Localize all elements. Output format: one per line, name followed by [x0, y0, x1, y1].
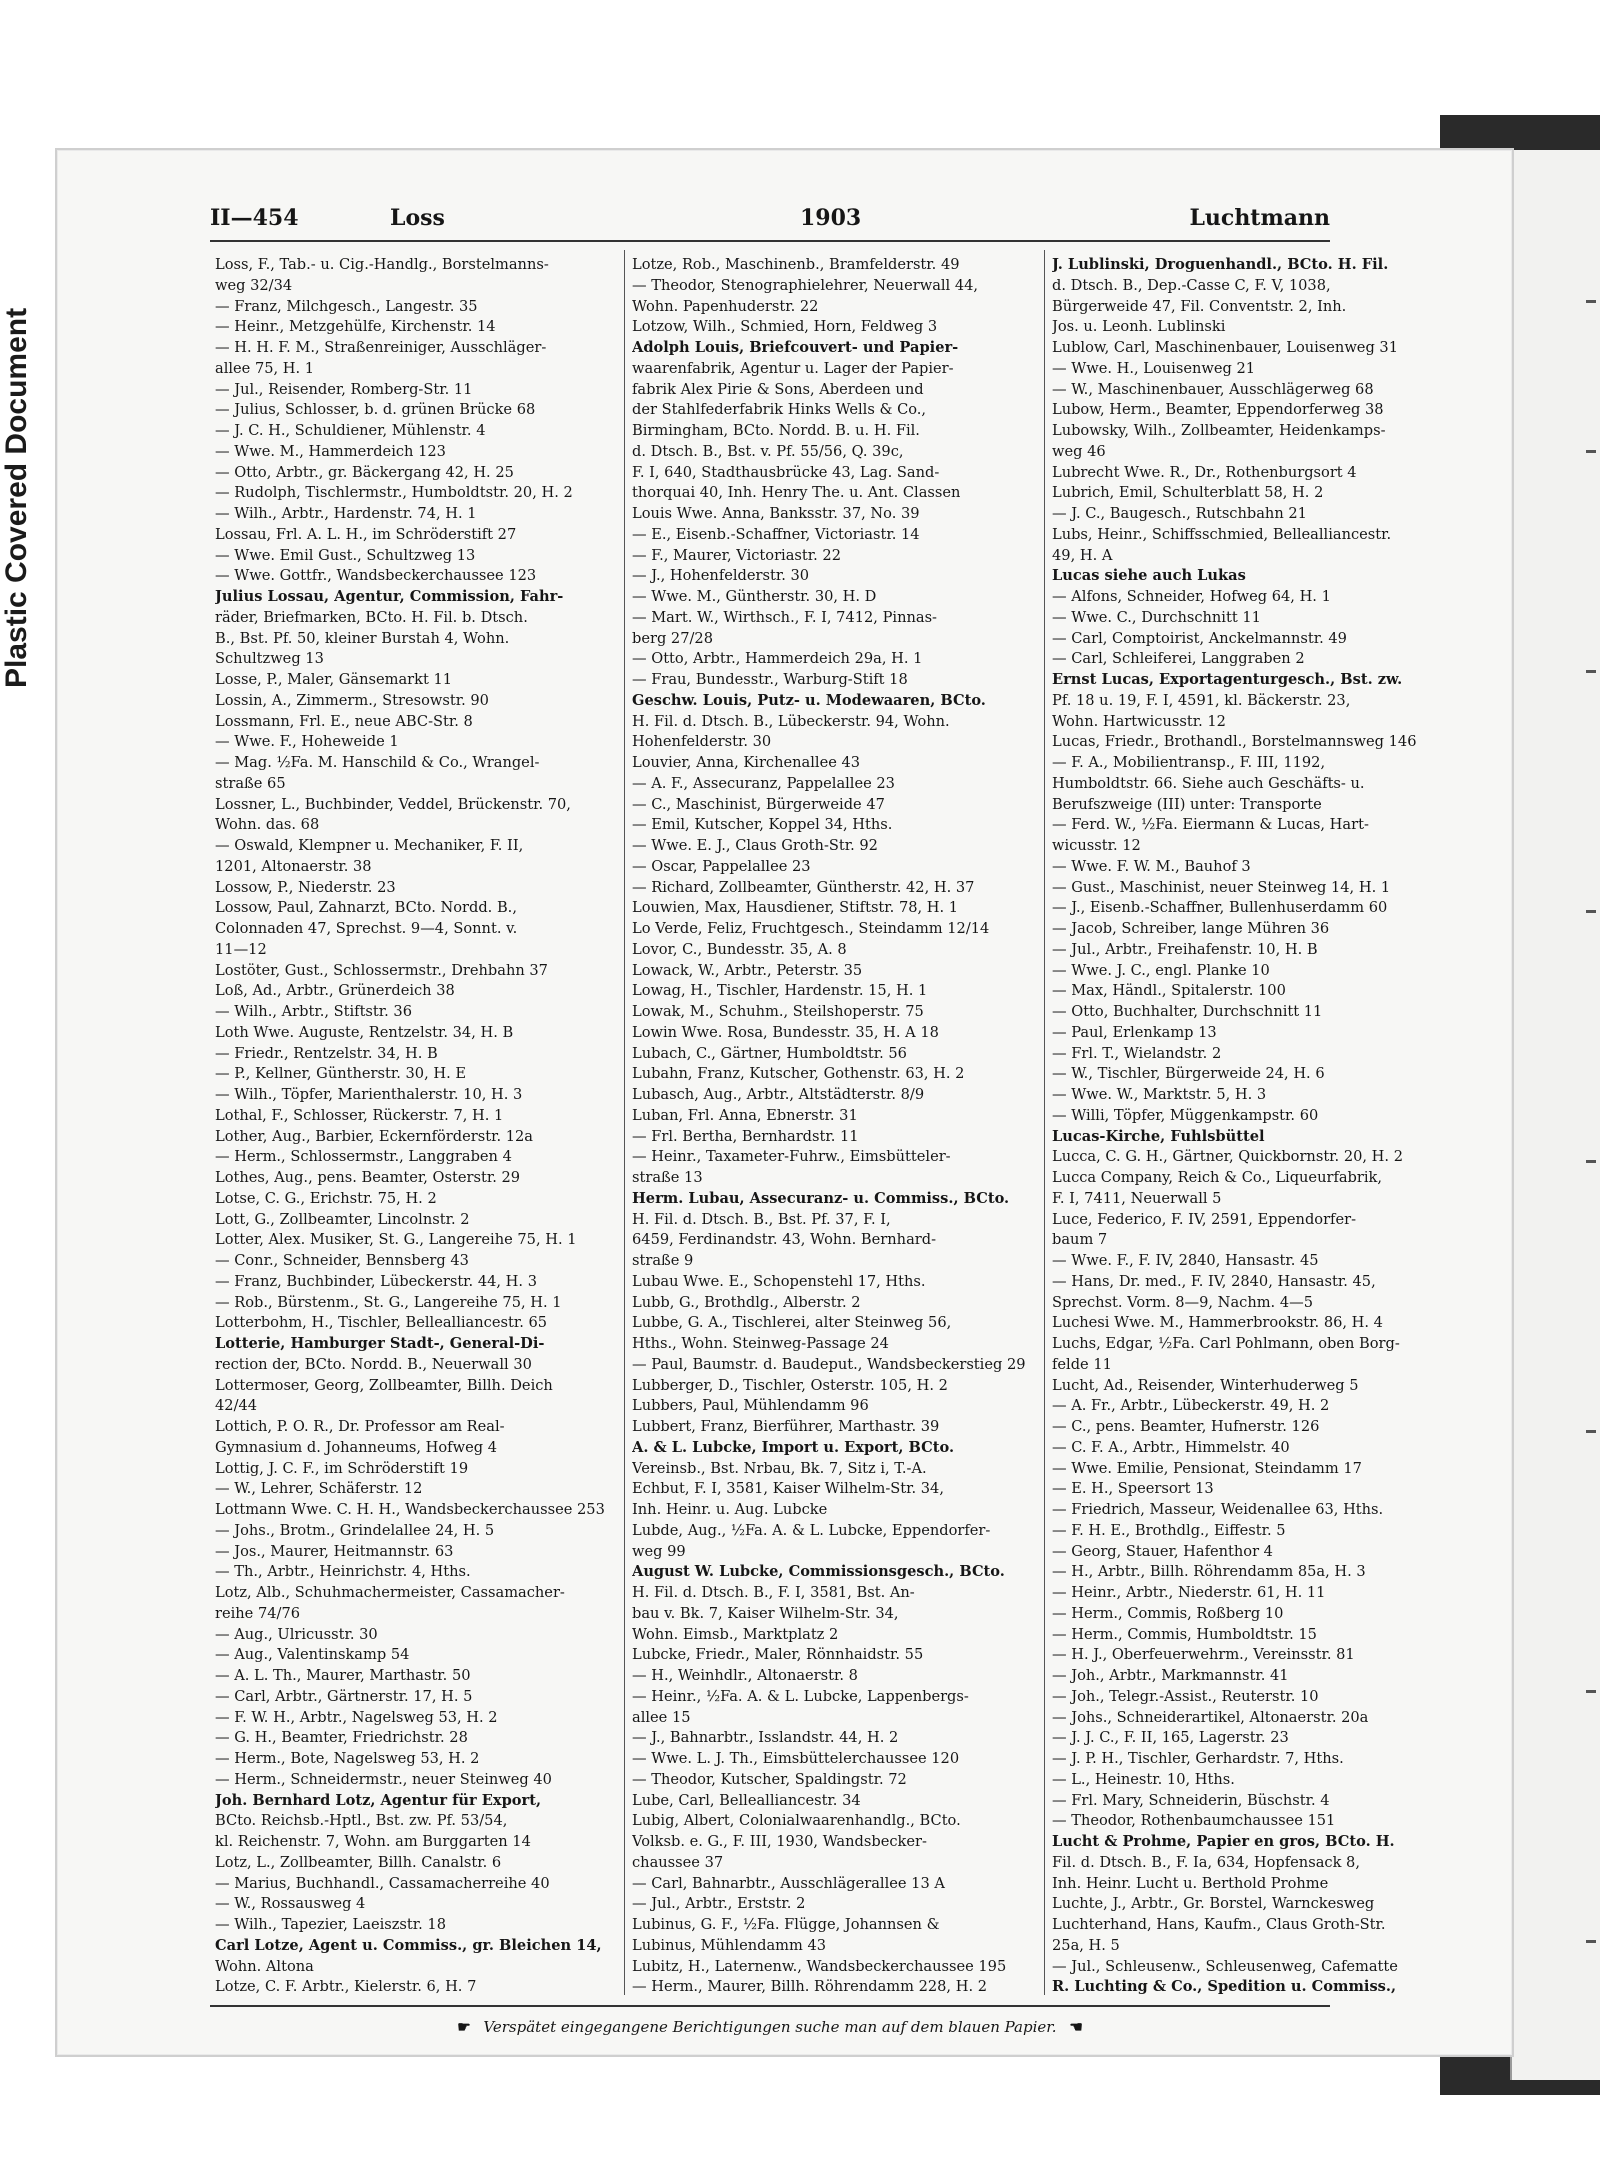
- directory-entry-line: — Johs., Brotm., Grindelallee 24, H. 5: [215, 1521, 495, 1539]
- directory-entry-line: Lucca Company, Reich & Co., Liqueurfabrik,: [1052, 1169, 1383, 1186]
- directory-entry-line: Lubrecht Wwe. R., Dr., Rothenburgsort 4: [1052, 463, 1357, 481]
- directory-entry-line: Lott, G., Zollbeamter, Lincolnstr. 2: [215, 1210, 470, 1228]
- directory-entry-line: — Theodor, Rothenbaumchaussee 151: [1052, 1812, 1336, 1830]
- directory-entry-line: — Conr., Schneider, Bennsberg 43: [215, 1252, 469, 1269]
- directory-entry-line: — A. Fr., Arbtr., Lübeckerstr. 49, H. 2: [1052, 1397, 1330, 1415]
- directory-entry-line: Gymnasium d. Johanneums, Hofweg 4: [215, 1438, 497, 1456]
- directory-entry-line: — Ferd. W., ½Fa. Eiermann & Lucas, Hart-: [1052, 816, 1369, 834]
- directory-entry-line: F. I, 640, Stadthausbrücke 43, Lag. Sand-: [632, 463, 940, 481]
- directory-entry-line: — Otto, Arbtr., gr. Bäckergang 42, H. 25: [215, 463, 514, 481]
- directory-entry-line: Lotterbohm, H., Tischler, Bellealliancestr. 65: [215, 1314, 548, 1332]
- directory-entry-line: — Willi, Töpfer, Müggenkampstr. 60: [1052, 1106, 1319, 1124]
- directory-entry-line: — Rob., Bürstenm., St. G., Langereihe 75, H. 1: [215, 1293, 562, 1311]
- directory-entry-line: Lucht & Prohme, Papier en gros, BCto. H.: [1052, 1833, 1395, 1850]
- directory-entry-line: Inh. Heinr. u. Aug. Lubcke: [632, 1501, 828, 1518]
- directory-entry-line: Julius Lossau, Agentur, Commission, Fahr-: [215, 588, 564, 605]
- directory-entry-line: — W., Rossausweg 4: [215, 1895, 366, 1913]
- directory-entry-line: — H., Arbtr., Billh. Röhrendamm 85a, H. 3: [1052, 1563, 1366, 1581]
- directory-entry-line: — Mart. W., Wirthsch., F. I, 7412, Pinnas-: [632, 608, 937, 626]
- directory-entry-line: Fil. d. Dtsch. B., F. Ia, 634, Hopfensack 8,: [1052, 1853, 1360, 1871]
- footer-note: [210, 2018, 1330, 2042]
- directory-entry-line: — F. A., Mobilientransp., F. III, 1192,: [1052, 754, 1326, 771]
- header-year: 1903: [800, 205, 862, 231]
- page-number: II—454: [210, 205, 299, 231]
- directory-entry-line: Lubb, G., Brothdlg., Alberstr. 2: [632, 1293, 861, 1311]
- directory-entry-line: J. Lublinski, Droguenhandl., BCto. H. Fil.: [1052, 256, 1389, 273]
- directory-entry-line: — Paul, Erlenkamp 13: [1052, 1023, 1217, 1041]
- directory-entry-line: — Heinr., Metzgehülfe, Kirchenstr. 14: [215, 318, 496, 336]
- directory-entry-line: Schultzweg 13: [215, 650, 324, 668]
- directory-entry-line: — H., Weinhdlr., Altonaerstr. 8: [632, 1667, 858, 1684]
- directory-entry-line: — P., Kellner, Güntherstr. 30, H. E: [215, 1065, 467, 1083]
- directory-entry-line: thorquai 40, Inh. Henry The. u. Ant. Classen: [632, 484, 961, 502]
- directory-entry-line: — Franz, Buchbinder, Lübeckerstr. 44, H. 3: [215, 1272, 537, 1290]
- directory-entry-line: Vereinsb., Bst. Nrbau, Bk. 7, Sitz i, T.-A.: [632, 1459, 927, 1477]
- directory-entry-line: — Johs., Schneiderartikel, Altonaerstr. 20a: [1052, 1708, 1369, 1726]
- directory-entry-line: Inh. Heinr. Lucht u. Berthold Prohme: [1052, 1874, 1329, 1892]
- directory-entry-line: baum 7: [1052, 1231, 1108, 1249]
- footer-rule: [210, 2005, 1330, 2007]
- directory-entry-line: Lubowsky, Wilh., Zollbeamter, Heidenkamps-: [1052, 422, 1386, 439]
- directory-entry-line: d. Dtsch. B., Dep.-Casse C, F. V, 1038,: [1052, 276, 1331, 294]
- directory-entry-line: — Carl, Schleiferei, Langgraben 2: [1052, 650, 1305, 668]
- pointing-hand-icon: ☛: [457, 2018, 471, 2036]
- directory-entry-line: Wohn. Hartwicusstr. 12: [1052, 712, 1226, 730]
- directory-column-3: [1052, 255, 1457, 1995]
- header-rule: [210, 240, 1330, 242]
- directory-entry-line: — Th., Arbtr., Heinrichstr. 4, Hths.: [215, 1563, 471, 1581]
- directory-entry-line: Lube, Carl, Bellealliancestr. 34: [632, 1791, 861, 1809]
- directory-entry-line: — Jos., Maurer, Heitmannstr. 63: [215, 1542, 454, 1560]
- directory-entry-line: Lotterie, Hamburger Stadt-, General-Di-: [215, 1335, 545, 1352]
- directory-entry-line: Luce, Federico, F. IV, 2591, Eppendorfer-: [1052, 1210, 1357, 1228]
- directory-entry-line: — E. H., Speersort 13: [1052, 1480, 1214, 1498]
- directory-entry-line: Lottmann Wwe. C. H. H., Wandsbeckerchaussee 253: [215, 1501, 605, 1518]
- directory-entry-line: — J. C., Baugesch., Rutschbahn 21: [1052, 505, 1307, 522]
- directory-entry-line: Wohn. das. 68: [215, 816, 320, 834]
- directory-entry-line: — Wilh., Arbtr., Stiftstr. 36: [215, 1003, 413, 1020]
- directory-entry-line: — G. H., Beamter, Friedrichstr. 28: [215, 1729, 468, 1747]
- directory-entry-line: — Jul., Reisender, Romberg-Str. 11: [215, 380, 473, 398]
- directory-entry-line: 42/44: [215, 1397, 258, 1415]
- directory-entry-line: Wohn. Papenhuderstr. 22: [632, 297, 819, 315]
- directory-entry-line: H. Fil. d. Dtsch. B., Bst. Pf. 37, F. I,: [632, 1210, 891, 1228]
- directory-entry-line: Luchesi Wwe. M., Hammerbrookstr. 86, H. 4: [1052, 1314, 1383, 1332]
- directory-entry-line: Lubinus, Mühlendamm 43: [632, 1936, 827, 1954]
- directory-entry-line: — F. W. H., Arbtr., Nagelsweg 53, H. 2: [215, 1708, 498, 1726]
- directory-entry-line: Lubberger, D., Tischler, Osterstr. 105, H. 2: [632, 1376, 948, 1394]
- adjacent-page-edge: [1510, 150, 1600, 2080]
- directory-entry-line: Lubahn, Franz, Kutscher, Gothenstr. 63, H. 2: [632, 1065, 965, 1083]
- directory-entry-line: — Wwe. Emilie, Pensionat, Steindamm 17: [1052, 1459, 1362, 1477]
- directory-entry-line: — Frl. T., Wielandstr. 2: [1052, 1044, 1222, 1062]
- directory-entry-line: Lossow, P., Niederstr. 23: [215, 878, 396, 896]
- directory-entry-line: bau v. Bk. 7, Kaiser Wilhelm-Str. 34,: [632, 1604, 899, 1622]
- directory-entry-line: Lubbert, Franz, Bierführer, Marthastr. 39: [632, 1418, 940, 1435]
- directory-entry-line: Hths., Wohn. Steinweg-Passage 24: [632, 1335, 889, 1352]
- directory-entry-line: — Wwe. L. J. Th., Eimsbüttelerchaussee 120: [632, 1750, 960, 1767]
- directory-entry-line: — Paul, Baumstr. d. Baudeput., Wandsbeckerstieg 29: [632, 1355, 1026, 1373]
- directory-entry-line: Lossin, A., Zimmerm., Stresowstr. 90: [215, 691, 489, 709]
- directory-entry-line: berg 27/28: [632, 629, 713, 647]
- directory-entry-line: Lotze, C. F. Arbtr., Kielerstr. 6, H. 7: [215, 1978, 477, 1995]
- directory-entry-line: — Friedr., Rentzelstr. 34, H. B: [215, 1044, 438, 1062]
- directory-entry-line: Loth Wwe. Auguste, Rentzelstr. 34, H. B: [215, 1023, 514, 1041]
- directory-entry-line: Lossmann, Frl. E., neue ABC-Str. 8: [215, 712, 473, 730]
- directory-entry-line: — Heinr., ½Fa. A. & L. Lubcke, Lappenbergs-: [632, 1687, 969, 1705]
- directory-entry-line: Wohn. Eimsb., Marktplatz 2: [632, 1625, 839, 1643]
- directory-entry-line: Lotter, Alex. Musiker, St. G., Langereihe 75, H. 1: [215, 1231, 577, 1249]
- directory-entry-line: Colonnaden 47, Sprechst. 9—4, Sonnt. v.: [215, 920, 518, 937]
- directory-entry-line: — Wwe. F., Hoheweide 1: [215, 733, 399, 751]
- directory-entry-line: — W., Maschinenbauer, Ausschlägerweg 68: [1052, 380, 1374, 398]
- directory-entry-line: Joh. Bernhard Lotz, Agentur für Export,: [215, 1791, 542, 1809]
- directory-entry-line: chaussee 37: [632, 1853, 724, 1871]
- directory-entry-line: — C., Maschinist, Bürgerweide 47: [632, 795, 885, 813]
- directory-entry-line: Wohn. Altona: [215, 1957, 314, 1975]
- directory-entry-line: Lossner, L., Buchbinder, Veddel, Brückenstr. 70,: [215, 795, 571, 813]
- directory-entry-line: d. Dtsch. B., Bst. v. Pf. 55/56, Q. 39c,: [632, 442, 904, 460]
- directory-entry-line: — Alfons, Schneider, Hofweg 64, H. 1: [1052, 588, 1331, 605]
- directory-entry-line: Lo Verde, Feliz, Fruchtgesch., Steindamm 12/14: [632, 920, 990, 937]
- directory-entry-line: — L., Heinestr. 10, Hths.: [1052, 1770, 1235, 1788]
- directory-entry-line: — Theodor, Stenographielehrer, Neuerwall 44,: [632, 276, 979, 294]
- directory-entry-line: Lottich, P. O. R., Dr. Professor am Real-: [215, 1418, 505, 1435]
- directory-entry-line: Lubau Wwe. E., Schopenstehl 17, Hths.: [632, 1272, 926, 1290]
- directory-entry-line: — Joh., Telegr.-Assist., Reuterstr. 10: [1052, 1687, 1319, 1705]
- directory-entry-line: Lucas siehe auch Lukas: [1052, 567, 1246, 585]
- directory-column-1: [215, 255, 615, 1995]
- directory-entry-line: 49, H. A: [1052, 546, 1113, 564]
- directory-entry-line: Lotzow, Wilh., Schmied, Horn, Feldweg 3: [632, 318, 938, 336]
- directory-entry-line: fabrik Alex Pirie & Sons, Aberdeen und: [632, 380, 924, 398]
- directory-entry-line: — C. F. A., Arbtr., Himmelstr. 40: [1052, 1438, 1290, 1456]
- directory-entry-line: — Otto, Arbtr., Hammerdeich 29a, H. 1: [632, 650, 923, 668]
- directory-entry-line: straße 9: [632, 1252, 694, 1269]
- directory-entry-line: allee 75, H. 1: [215, 359, 315, 377]
- directory-column-2: [632, 255, 1032, 1995]
- directory-entry-line: Lowin Wwe. Rosa, Bundesstr. 35, H. A 18: [632, 1023, 939, 1041]
- directory-entry-line: Lucas-Kirche, Fuhlsbüttel: [1052, 1127, 1265, 1145]
- directory-entry-line: Lubcke, Friedr., Maler, Rönnhaidstr. 55: [632, 1646, 924, 1664]
- directory-entry-line: Lottig, J. C. F., im Schröderstift 19: [215, 1459, 469, 1477]
- directory-entry-line: — Max, Händl., Spitalerstr. 100: [1052, 982, 1286, 1000]
- directory-entry-line: Luchs, Edgar, ½Fa. Carl Pohlmann, oben Borg-: [1052, 1335, 1400, 1352]
- directory-entry-line: Louvier, Anna, Kirchenallee 43: [632, 754, 861, 771]
- directory-entry-line: 6459, Ferdinandstr. 43, Wohn. Bernhard-: [632, 1231, 937, 1249]
- directory-entry-line: — Frl. Bertha, Bernhardstr. 11: [632, 1127, 859, 1145]
- directory-entry-line: straße 65: [215, 774, 286, 792]
- directory-entry-line: Lowack, W., Arbtr., Peterstr. 35: [632, 961, 863, 979]
- directory-entry-line: 25a, H. 5: [1052, 1936, 1120, 1954]
- directory-entry-line: — W., Tischler, Bürgerweide 24, H. 6: [1052, 1065, 1325, 1083]
- directory-entry-line: — Wwe. J. C., engl. Planke 10: [1052, 961, 1270, 979]
- directory-entry-line: Carl Lotze, Agent u. Commiss., gr. Bleichen 14,: [215, 1936, 602, 1954]
- directory-entry-line: Lubde, Aug., ½Fa. A. & L. Lubcke, Eppendorfer-: [632, 1521, 991, 1539]
- directory-entry-line: — Jul., Arbtr., Freihafenstr. 10, H. B: [1052, 940, 1318, 958]
- directory-entry-line: Lottermoser, Georg, Zollbeamter, Billh. Deich: [215, 1376, 553, 1394]
- directory-entry-line: — Carl, Bahnarbtr., Ausschlägerallee 13 A: [632, 1874, 945, 1892]
- directory-entry-line: — Carl, Arbtr., Gärtnerstr. 17, H. 5: [215, 1687, 473, 1705]
- directory-entry-line: F. I, 7411, Neuerwall 5: [1052, 1189, 1222, 1207]
- directory-entry-line: — E., Eisenb.-Schaffner, Victoriastr. 14: [632, 525, 920, 543]
- directory-entry-line: — Theodor, Kutscher, Spaldingstr. 72: [632, 1770, 907, 1788]
- directory-entry-line: Louwien, Max, Hausdiener, Stiftstr. 78, H. 1: [632, 899, 959, 917]
- directory-entry-line: Ernst Lucas, Exportagenturgesch., Bst. zw.: [1052, 671, 1403, 688]
- directory-entry-line: — Wilh., Töpfer, Marienthalerstr. 10, H. 3: [215, 1086, 523, 1103]
- directory-entry-line: Bürgerweide 47, Fil. Conventstr. 2, Inh.: [1052, 297, 1347, 315]
- directory-entry-line: Lothes, Aug., pens. Beamter, Osterstr. 29: [215, 1169, 521, 1186]
- directory-entry-line: — Hans, Dr. med., F. IV, 2840, Hansastr. 45,: [1052, 1272, 1376, 1290]
- directory-entry-line: — J., Bahnarbtr., Isslandstr. 44, H. 2: [632, 1729, 899, 1747]
- directory-entry-line: Lubasch, Aug., Arbtr., Altstädterstr. 8/9: [632, 1086, 925, 1103]
- directory-entry-line: — Herm., Commis, Humboldtstr. 15: [1052, 1625, 1317, 1643]
- directory-entry-line: Volksb. e. G., F. III, 1930, Wandsbecker-: [632, 1833, 927, 1850]
- directory-entry-line: Lubitz, H., Laternenw., Wandsbeckerchaussee 195: [632, 1957, 1007, 1975]
- directory-entry-line: — Heinr., Arbtr., Niederstr. 61, H. 11: [1052, 1584, 1326, 1601]
- directory-entry-line: Lotse, C. G., Erichstr. 75, H. 2: [215, 1189, 437, 1207]
- directory-entry-line: wicusstr. 12: [1052, 837, 1141, 854]
- directory-entry-line: felde 11: [1052, 1355, 1112, 1373]
- directory-entry-line: Lucht, Ad., Reisender, Winterhuderweg 5: [1052, 1376, 1359, 1394]
- directory-entry-line: Humboldtstr. 66. Siehe auch Geschäfts- u.: [1052, 774, 1365, 792]
- directory-entry-line: Lubinus, G. F., ½Fa. Flügge, Johannsen &: [632, 1916, 940, 1933]
- directory-entry-line: — Wilh., Tapezier, Laeiszstr. 18: [215, 1916, 446, 1933]
- directory-entry-line: Pf. 18 u. 19, F. I, 4591, kl. Bäckerstr. 23,: [1052, 691, 1351, 709]
- directory-entry-line: waarenfabrik, Agentur u. Lager der Papier-: [632, 359, 954, 377]
- directory-entry-line: Lubrich, Emil, Schulterblatt 58, H. 2: [1052, 484, 1324, 502]
- header-first-entry: Loss: [390, 205, 445, 231]
- directory-entry-line: räder, Briefmarken, BCto. H. Fil. b. Dtsch.: [215, 608, 528, 626]
- directory-entry-line: — Julius, Schlosser, b. d. grünen Brücke 68: [215, 401, 536, 419]
- directory-entry-line: — Jul., Schleusenw., Schleusenweg, Cafematte: [1052, 1957, 1398, 1975]
- directory-entry-line: — J. J. C., F. II, 165, Lagerstr. 23: [1052, 1729, 1289, 1747]
- directory-entry-line: straße 13: [632, 1169, 703, 1186]
- directory-entry-line: Louis Wwe. Anna, Banksstr. 37, No. 39: [632, 505, 920, 522]
- directory-entry-line: H. Fil. d. Dtsch. B., F. I, 3581, Bst. An-: [632, 1584, 915, 1601]
- directory-entry-line: Loß, Ad., Arbtr., Grünerdeich 38: [215, 982, 455, 1000]
- directory-entry-line: — A. F., Assecuranz, Pappelallee 23: [632, 774, 895, 792]
- directory-entry-line: Lothal, F., Schlosser, Rückerstr. 7, H. 1: [215, 1106, 504, 1124]
- directory-entry-line: Berufszweige (III) unter: Transporte: [1052, 795, 1322, 813]
- directory-entry-line: — Gust., Maschinist, neuer Steinweg 14, H. 1: [1052, 878, 1391, 896]
- footer-text: Verspätet eingegangene Berichtigungen suche man auf dem blauen Papier.: [483, 2018, 1057, 2036]
- directory-entry-line: — Wwe. W., Marktstr. 5, H. 3: [1052, 1086, 1267, 1103]
- directory-entry-line: rection der, BCto. Nordd. B., Neuerwall 30: [215, 1355, 532, 1373]
- directory-entry-line: Geschw. Louis, Putz- u. Modewaaren, BCto.: [632, 691, 986, 709]
- directory-entry-line: Loss, F., Tab.- u. Cig.-Handlg., Borstelmanns-: [215, 256, 549, 273]
- directory-entry-line: — Wilh., Arbtr., Hardenstr. 74, H. 1: [215, 505, 477, 522]
- directory-entry-line: August W. Lubcke, Commissionsgesch., BCto.: [632, 1563, 1005, 1581]
- directory-entry-line: — Marius, Buchhandl., Cassamacherreihe 40: [215, 1874, 550, 1892]
- directory-entry-line: — Otto, Buchhalter, Durchschnitt 11: [1052, 1003, 1323, 1020]
- directory-entry-line: — Frl. Mary, Schneiderin, Büschstr. 4: [1052, 1791, 1330, 1809]
- directory-entry-line: Echbut, F. I, 3581, Kaiser Wilhelm-Str. 34,: [632, 1480, 944, 1498]
- directory-entry-line: — Franz, Milchgesch., Langestr. 35: [215, 297, 478, 315]
- directory-entry-line: — Jacob, Schreiber, lange Mühren 36: [1052, 920, 1330, 937]
- directory-entry-line: — Emil, Kutscher, Koppel 34, Hths.: [632, 816, 893, 834]
- directory-entry-line: — Wwe. M., Hammerdeich 123: [215, 442, 446, 460]
- directory-entry-line: Lotze, Rob., Maschinenb., Bramfelderstr. 49: [632, 256, 960, 273]
- directory-entry-line: Lossau, Frl. A. L. H., im Schröderstift 27: [215, 525, 517, 543]
- directory-entry-line: — Wwe. C., Durchschnitt 11: [1052, 608, 1261, 626]
- directory-entry-line: — Oscar, Pappelallee 23: [632, 857, 811, 875]
- directory-entry-line: — Carl, Comptoirist, Anckelmannstr. 49: [1052, 629, 1347, 647]
- directory-entry-line: — Wwe. Emil Gust., Schultzweg 13: [215, 546, 476, 564]
- directory-entry-line: Lucas, Friedr., Brothandl., Borstelmannsweg 146: [1052, 733, 1417, 751]
- directory-entry-line: Losse, P., Maler, Gänsemarkt 11: [215, 671, 453, 688]
- directory-entry-line: — Oswald, Klempner u. Mechaniker, F. II,: [215, 837, 524, 854]
- column-divider: [1044, 250, 1045, 1995]
- directory-entry-line: Lother, Aug., Barbier, Eckernförderstr. 12a: [215, 1127, 533, 1145]
- directory-entry-line: — H. J., Oberfeuerwehrm., Vereinsstr. 81: [1052, 1646, 1355, 1664]
- directory-entry-line: A. & L. Lubcke, Import u. Export, BCto.: [632, 1438, 955, 1456]
- directory-entry-line: — Wwe. F., F. IV, 2840, Hansastr. 45: [1052, 1252, 1319, 1269]
- directory-entry-line: H. Fil. d. Dtsch. B., Lübeckerstr. 94, Wohn.: [632, 712, 950, 730]
- directory-entry-line: — Wwe. M., Güntherstr. 30, H. D: [632, 588, 877, 605]
- directory-entry-line: R. Luchting & Co., Spedition u. Commiss.,: [1052, 1978, 1397, 1995]
- directory-entry-line: — Jul., Arbtr., Erststr. 2: [632, 1895, 806, 1913]
- directory-entry-line: Lubs, Heinr., Schiffsschmied, Bellealliancestr.: [1052, 525, 1392, 543]
- page-header: [210, 205, 1330, 235]
- side-label: Plastic Covered Document: [0, 307, 33, 689]
- directory-entry-line: — Mag. ½Fa. M. Hanschild & Co., Wrangel-: [215, 754, 540, 771]
- directory-entry-line: Luchte, J., Arbtr., Gr. Borstel, Warnckesweg: [1052, 1895, 1375, 1913]
- directory-entry-line: — Frau, Bundesstr., Warburg-Stift 18: [632, 671, 908, 688]
- header-last-entry: Luchtmann: [1189, 205, 1330, 231]
- directory-entry-line: — F. H. E., Brothdlg., Eiffestr. 5: [1052, 1521, 1286, 1539]
- directory-entry-line: — H. H. F. M., Straßenreiniger, Ausschläger-: [215, 339, 547, 356]
- directory-entry-line: — Heinr., Taxameter-Fuhrw., Eimsbütteler-: [632, 1148, 951, 1166]
- directory-entry-line: — F., Maurer, Victoriastr. 22: [632, 546, 841, 564]
- directory-entry-line: Herm. Lubau, Assecuranz- u. Commiss., BCto.: [632, 1189, 1010, 1207]
- directory-entry-line: weg 46: [1052, 442, 1106, 460]
- directory-entry-line: — Georg, Stauer, Hafenthor 4: [1052, 1542, 1273, 1560]
- directory-entry-line: BCto. Reichsb.-Hptl., Bst. zw. Pf. 53/54,: [215, 1812, 508, 1830]
- directory-entry-line: — J., Eisenb.-Schaffner, Bullenhuserdamm 60: [1052, 899, 1388, 917]
- directory-entry-line: — Herm., Maurer, Billh. Röhrendamm 228, H. 2: [632, 1978, 988, 1995]
- directory-entry-line: Lotz, L., Zollbeamter, Billh. Canalstr. 6: [215, 1853, 502, 1871]
- directory-entry-line: Lossow, Paul, Zahnarzt, BCto. Nordd. B.,: [215, 899, 517, 917]
- directory-entry-line: Lubow, Herm., Beamter, Eppendorferweg 38: [1052, 401, 1384, 419]
- directory-entry-line: — Wwe. Gottfr., Wandsbeckerchaussee 123: [215, 567, 537, 585]
- directory-entry-line: Lubbers, Paul, Mühlendamm 96: [632, 1397, 869, 1415]
- directory-entry-line: weg 99: [632, 1542, 686, 1560]
- directory-entry-line: Lublow, Carl, Maschinenbauer, Louisenweg 31: [1052, 339, 1398, 356]
- directory-entry-line: Birmingham, BCto. Nordd. B. u. H. Fil.: [632, 422, 920, 439]
- directory-entry-line: — Richard, Zollbeamter, Güntherstr. 42, H. 37: [632, 878, 975, 896]
- directory-entry-line: 1201, Altonaerstr. 38: [215, 857, 372, 875]
- directory-entry-line: Adolph Louis, Briefcouvert- und Papier-: [632, 339, 959, 356]
- directory-entry-line: reihe 74/76: [215, 1604, 301, 1622]
- directory-entry-line: — C., pens. Beamter, Hufnerstr. 126: [1052, 1418, 1320, 1435]
- directory-entry-line: — A. L. Th., Maurer, Marthastr. 50: [215, 1667, 471, 1684]
- pointing-hand-icon: ☚: [1069, 2018, 1083, 2036]
- directory-entry-line: — J. C. H., Schuldiener, Mühlenstr. 4: [215, 422, 486, 439]
- directory-entry-line: Lotz, Alb., Schuhmachermeister, Cassamacher-: [215, 1584, 565, 1601]
- directory-entry-line: — Herm., Schneidermstr., neuer Steinweg 40: [215, 1770, 552, 1788]
- directory-entry-line: Lubach, C., Gärtner, Humboldtstr. 56: [632, 1044, 907, 1062]
- directory-entry-line: Lubbe, G. A., Tischlerei, alter Steinweg 56,: [632, 1314, 952, 1332]
- directory-entry-line: Lowak, M., Schuhm., Steilshoperstr. 75: [632, 1003, 924, 1020]
- directory-entry-line: B., Bst. Pf. 50, kleiner Burstah 4, Wohn.: [215, 629, 510, 647]
- directory-entry-line: Lubig, Albert, Colonialwaarenhandlg., BCto.: [632, 1812, 961, 1830]
- directory-entry-line: Luchterhand, Hans, Kaufm., Claus Groth-Str.: [1052, 1916, 1386, 1933]
- directory-entry-line: — Wwe. E. J., Claus Groth-Str. 92: [632, 837, 878, 854]
- directory-entry-line: — J. P. H., Tischler, Gerhardstr. 7, Hths.: [1052, 1750, 1344, 1767]
- directory-entry-line: — Wwe. H., Louisenweg 21: [1052, 359, 1256, 377]
- directory-entry-line: allee 15: [632, 1708, 691, 1726]
- directory-entry-line: weg 32/34: [215, 276, 293, 294]
- directory-entry-line: — Herm., Schlossermstr., Langgraben 4: [215, 1148, 512, 1166]
- column-divider: [624, 250, 625, 1995]
- directory-entry-line: — Wwe. F. W. M., Bauhof 3: [1052, 857, 1251, 875]
- directory-entry-line: — Herm., Commis, Roßberg 10: [1052, 1604, 1284, 1622]
- directory-entry-line: Jos. u. Leonh. Lublinski: [1052, 318, 1226, 336]
- directory-entry-line: Sprechst. Vorm. 8—9, Nachm. 4—5: [1052, 1293, 1313, 1311]
- directory-entry-line: — Joh., Arbtr., Markmannstr. 41: [1052, 1667, 1289, 1684]
- directory-entry-line: — J., Hohenfelderstr. 30: [632, 567, 810, 585]
- directory-entry-line: — Herm., Bote, Nagelsweg 53, H. 2: [215, 1750, 480, 1767]
- directory-entry-line: — Rudolph, Tischlermstr., Humboldtstr. 20, H. 2: [215, 484, 573, 502]
- directory-entry-line: kl. Reichenstr. 7, Wohn. am Burggarten 14: [215, 1833, 531, 1850]
- directory-entry-line: Lucca, C. G. H., Gärtner, Quickbornstr. 20, H. 2: [1052, 1148, 1403, 1166]
- directory-entry-line: Hohenfelderstr. 30: [632, 733, 772, 751]
- directory-entry-line: 11—12: [215, 940, 267, 958]
- directory-entry-line: Lovor, C., Bundesstr. 35, A. 8: [632, 940, 847, 958]
- directory-entry-line: Luban, Frl. Anna, Ebnerstr. 31: [632, 1106, 858, 1124]
- directory-entry-line: der Stahlfederfabrik Hinks Wells & Co.,: [632, 401, 927, 419]
- directory-entry-line: — Aug., Valentinskamp 54: [215, 1646, 410, 1664]
- directory-entry-line: — Aug., Ulricusstr. 30: [215, 1625, 378, 1643]
- directory-entry-line: Lowag, H., Tischler, Hardenstr. 15, H. 1: [632, 982, 928, 1000]
- directory-entry-line: Lostöter, Gust., Schlossermstr., Drehbahn 37: [215, 961, 548, 979]
- directory-entry-line: — W., Lehrer, Schäferstr. 12: [215, 1480, 423, 1498]
- directory-entry-line: — Friedrich, Masseur, Weidenallee 63, Hths.: [1052, 1501, 1384, 1518]
